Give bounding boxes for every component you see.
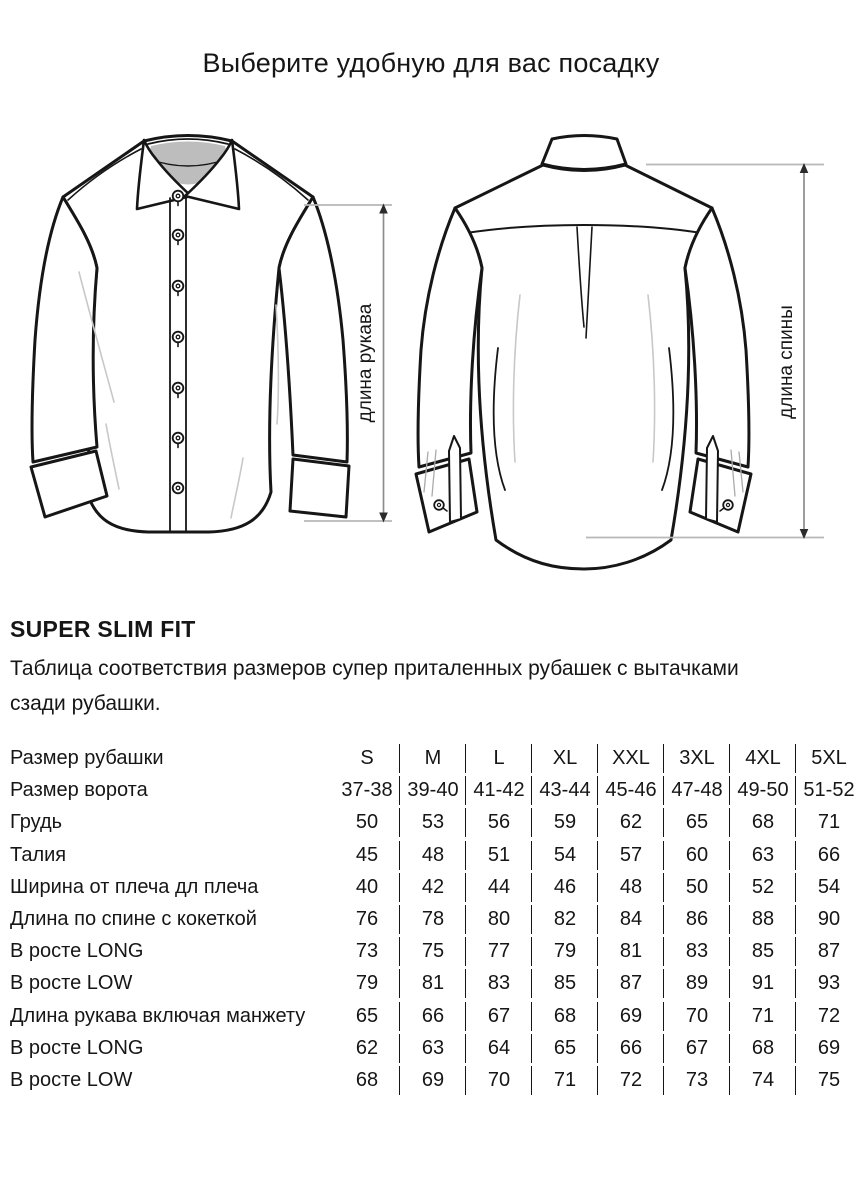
size-value-cell: 63 xyxy=(400,1034,466,1063)
size-value-cell: 82 xyxy=(532,905,598,934)
size-value-cell: 73 xyxy=(334,937,400,966)
size-value-cell: 77 xyxy=(466,937,532,966)
size-value-cell: 54 xyxy=(817,875,841,898)
table-row xyxy=(10,1066,856,1095)
size-table xyxy=(10,744,856,1098)
size-value-cell: 84 xyxy=(598,905,664,934)
size-value-cell: 46 xyxy=(532,873,598,902)
table-row xyxy=(10,873,856,902)
size-value-cell: 39-40 xyxy=(400,776,466,805)
size-value-cell: 42 xyxy=(400,873,466,902)
size-value-cell: 41-42 xyxy=(466,776,532,805)
fit-heading: SUPER SLIM FIT xyxy=(10,616,196,642)
row-label: В росте LOW xyxy=(10,1068,133,1091)
size-value-cell: 75 xyxy=(817,1068,841,1091)
size-value-cell: 81 xyxy=(400,969,466,998)
size-value-cell: 68 xyxy=(532,1002,598,1031)
size-value-cell: 85 xyxy=(532,969,598,998)
size-value-cell: 71 xyxy=(817,811,841,834)
size-value-cell: 69 xyxy=(598,1002,664,1031)
size-value-cell: 76 xyxy=(334,905,400,934)
size-value-cell: 44 xyxy=(466,873,532,902)
size-value-cell: 73 xyxy=(664,1066,730,1095)
size-value-cell: 62 xyxy=(334,1034,400,1063)
size-value-cell: 67 xyxy=(664,1034,730,1063)
fit-description xyxy=(10,651,820,721)
size-value-cell: 40 xyxy=(334,873,400,902)
size-value-cell: 45 xyxy=(334,841,400,870)
table-row xyxy=(10,776,856,805)
fit-description-line: Таблица соответствия размеров супер приталенных рубашек с вытачками xyxy=(10,657,739,680)
size-value-cell: 59 xyxy=(532,808,598,837)
table-row xyxy=(10,905,856,934)
row-label: В росте LONG xyxy=(10,940,144,963)
size-value-cell: 85 xyxy=(730,937,796,966)
size-value-cell: 70 xyxy=(664,1002,730,1031)
size-value-cell: 69 xyxy=(400,1066,466,1095)
size-value-cell: 51-52 xyxy=(803,779,855,802)
size-value-cell: 68 xyxy=(730,1034,796,1063)
size-value-cell: 93 xyxy=(817,972,841,995)
size-value-cell: 72 xyxy=(817,1004,841,1027)
size-header-cell: S xyxy=(334,744,400,773)
size-value-cell: 72 xyxy=(598,1066,664,1095)
size-value-cell: 64 xyxy=(466,1034,532,1063)
size-value-cell: 63 xyxy=(730,841,796,870)
size-value-cell: 52 xyxy=(730,873,796,902)
size-value-cell: 66 xyxy=(598,1034,664,1063)
row-label: Талия xyxy=(10,843,67,866)
size-value-cell: 54 xyxy=(532,841,598,870)
table-row xyxy=(10,744,856,773)
table-row xyxy=(10,937,856,966)
row-label: В росте LONG xyxy=(10,1036,144,1059)
size-value-cell: 57 xyxy=(598,841,664,870)
size-header-cell: M xyxy=(400,744,466,773)
size-value-cell: 65 xyxy=(334,1002,400,1031)
size-value-cell: 88 xyxy=(730,905,796,934)
row-label: Длина рукава включая манжету xyxy=(10,1004,306,1027)
size-value-cell: 68 xyxy=(730,808,796,837)
size-value-cell: 83 xyxy=(466,969,532,998)
size-value-cell: 47-48 xyxy=(664,776,730,805)
table-row xyxy=(10,808,856,837)
size-value-cell: 56 xyxy=(466,808,532,837)
size-header-cell: L xyxy=(466,744,532,773)
size-value-cell: 79 xyxy=(532,937,598,966)
size-value-cell: 86 xyxy=(664,905,730,934)
table-row xyxy=(10,969,856,998)
page-title: Выберите удобную для вас посадку xyxy=(202,48,660,78)
size-value-cell: 71 xyxy=(730,1002,796,1031)
size-value-cell: 90 xyxy=(817,907,841,930)
row-label: Размер ворота xyxy=(10,779,148,802)
size-value-cell: 50 xyxy=(664,873,730,902)
size-value-cell: 67 xyxy=(466,1002,532,1031)
size-value-cell: 81 xyxy=(598,937,664,966)
size-value-cell: 74 xyxy=(730,1066,796,1095)
shirt-front-drawing xyxy=(31,136,349,533)
size-value-cell: 48 xyxy=(598,873,664,902)
size-value-cell: 37-38 xyxy=(334,776,400,805)
size-header-cell: 4XL xyxy=(730,744,796,773)
row-label: Грудь xyxy=(10,811,63,834)
row-label: Ширина от плеча дл плеча xyxy=(10,875,259,898)
size-header-cell: 5XL xyxy=(811,747,847,769)
size-value-cell: 65 xyxy=(532,1034,598,1063)
back-length-label: длина спины xyxy=(776,305,797,419)
size-value-cell: 78 xyxy=(400,905,466,934)
size-value-cell: 68 xyxy=(334,1066,400,1095)
size-header-cell: 3XL xyxy=(664,744,730,773)
size-value-cell: 69 xyxy=(817,1036,841,1059)
row-label: В росте LOW xyxy=(10,972,133,995)
sleeve-length-label: длина рукава xyxy=(355,303,376,423)
fit-description-line: сзади рубашки. xyxy=(10,692,161,715)
size-value-cell: 66 xyxy=(400,1002,466,1031)
size-value-cell: 53 xyxy=(400,808,466,837)
size-value-cell: 80 xyxy=(466,905,532,934)
size-value-cell: 60 xyxy=(664,841,730,870)
size-header-cell: XXL xyxy=(598,744,664,773)
size-value-cell: 71 xyxy=(532,1066,598,1095)
table-row xyxy=(10,841,856,870)
size-value-cell: 50 xyxy=(334,808,400,837)
shirt-back-drawing xyxy=(416,136,751,570)
size-value-cell: 91 xyxy=(730,969,796,998)
size-value-cell: 45-46 xyxy=(598,776,664,805)
size-value-cell: 89 xyxy=(664,969,730,998)
size-value-cell: 83 xyxy=(664,937,730,966)
table-row xyxy=(10,1034,856,1063)
size-value-cell: 48 xyxy=(400,841,466,870)
size-value-cell: 43-44 xyxy=(532,776,598,805)
row-label: Размер рубашки xyxy=(10,747,164,769)
size-value-cell: 66 xyxy=(817,843,841,866)
size-value-cell: 75 xyxy=(400,937,466,966)
row-label: Длина по спине с кокеткой xyxy=(10,907,257,930)
size-value-cell: 79 xyxy=(334,969,400,998)
size-value-cell: 87 xyxy=(817,940,841,963)
size-header-cell: XL xyxy=(532,744,598,773)
table-row xyxy=(10,1002,856,1031)
size-value-cell: 70 xyxy=(466,1066,532,1095)
size-value-cell: 49-50 xyxy=(730,776,796,805)
size-value-cell: 51 xyxy=(466,841,532,870)
size-value-cell: 62 xyxy=(598,808,664,837)
size-value-cell: 65 xyxy=(664,808,730,837)
size-value-cell: 87 xyxy=(598,969,664,998)
